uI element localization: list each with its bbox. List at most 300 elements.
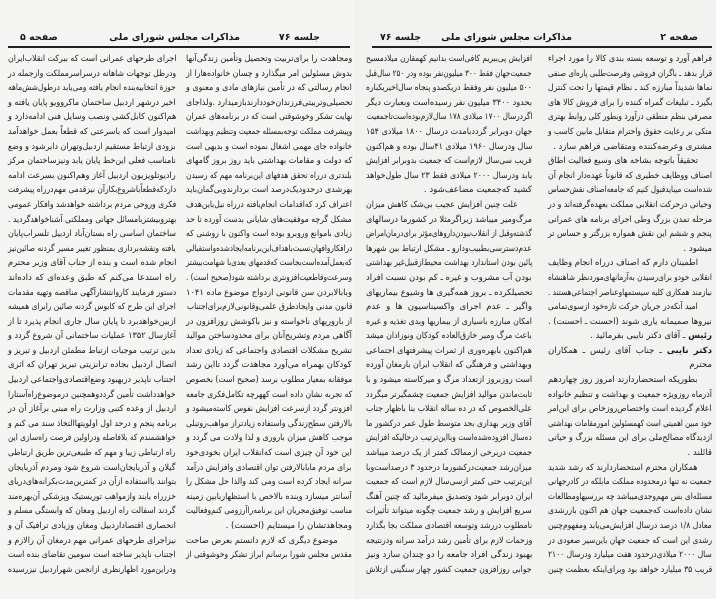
text-line <box>186 96 352 111</box>
line-text: امیدوار است که باسرعتی که قطعاً بعمل خواهدآمد <box>8 126 176 137</box>
text-line <box>548 329 712 344</box>
line-text: باعث مرگ ومیر خارق‌العاده کودکان ونوزادان میشد <box>366 331 532 342</box>
line-text: این‌ترتیب حتی کمتر ازسی‌سال لازم است که جمعیت <box>366 477 532 488</box>
text-line <box>366 169 532 184</box>
text-line <box>366 227 532 242</box>
paragraph <box>366 198 532 577</box>
line-text: افزایش پی‌ببریم کافی‌است بدانیم کهمقارن میلادمسیح <box>365 54 532 64</box>
text-line <box>548 388 712 403</box>
text-line <box>548 242 712 257</box>
line-text: ۵۰۰ میلیون نفر وفقط دریکصدو پنجاه سال‌اخیر‌یکباره <box>366 83 532 94</box>
line-text: خزرراه یابند وازمواهب توریستیک وپزشکی آن‌بهره‌مند <box>8 491 176 502</box>
line-text: این خود آن چیزی است که‌انقلاب ایران بخودی‌خود <box>186 448 352 459</box>
line-text: تحصیلکرده ـ بروز همه‌گیری ها وشیوع بیماریهای <box>365 287 532 298</box>
line-text: راه استدعا می‌کنم که طبق وعده‌ای که داده‌اند <box>8 272 176 283</box>
text-line <box>186 125 352 140</box>
line-text: که‌بعمل‌آمده‌است‌بجاست که‌قدمهای بعدی‌با شهامت‌بیشتر <box>186 258 352 269</box>
text-line <box>366 81 532 96</box>
text-line <box>186 286 352 301</box>
line-text: بزودی ارتباط مستقیم اردبیل‌وتهران دایرشود و وضع <box>8 141 176 152</box>
line-text: نماها شدیداً مبارزه کند ـ نظام قیمتها را تحت کنترل <box>547 83 712 94</box>
paragraph <box>8 52 176 227</box>
line-text: وزحمات لازم برای تأمین رشد درآمد سرانه ودرنتیجه <box>365 535 532 546</box>
line-text: وحیاتی درحرکت انقلابی مملکت بعهده‌گرفته‌اند و در <box>548 199 712 210</box>
line-text: عدم‌دسترسی‌بطبیب‌ودارو ـ مشکل ارتباط بین شهرها <box>366 243 532 254</box>
text-line <box>186 52 352 67</box>
line-text: کودکان بهمراه می‌آورد مجاهدت گردد تااین رشد <box>186 360 352 371</box>
line-text: تشریح مشکلات اقتصادی واجتماعی که زیادی تعداد <box>185 345 352 356</box>
page-header <box>372 32 712 48</box>
text-line <box>8 519 176 534</box>
line-text: داردکه‌قطعاً‌باشروع‌بکارآن نیزقدمی مهم‌درراه پیشرفت <box>7 185 176 196</box>
text-line <box>186 198 352 213</box>
text-line <box>186 417 352 432</box>
paragraph <box>186 534 352 563</box>
line-text: سرانه ایجاد کرده است ومی کند والذا حل مشکل را <box>186 477 352 488</box>
line-text: جمعیت نه تنها درمحدوده مملکت مابلکه در کادرجهانی <box>548 477 712 488</box>
text-line <box>186 300 352 315</box>
line-text: قائلند . <box>687 448 712 459</box>
line-text: موفقانه بمعیار مطلوب برسد (صحیح است) بخصوص <box>185 375 352 386</box>
text-line <box>186 256 352 271</box>
text-line <box>8 461 176 476</box>
text-line <box>186 169 352 184</box>
line-text: درافکاروافهان‌نسبت‌باهداف‌این‌برنامه‌ایجادشده‌واستقبالی <box>185 243 352 254</box>
text-line <box>8 213 176 228</box>
text-line <box>186 67 352 82</box>
text-line <box>366 110 532 125</box>
speaker-paragraph <box>548 329 712 344</box>
line-text: نامناسب فعلی این‌خط پایان یابد ونیزساختمان مرکز <box>8 156 176 167</box>
text-line <box>548 417 712 432</box>
line-text: اعتراف کرد که‌اقدامات انجام‌یافته درراه نیل‌باین‌هدف <box>186 199 352 210</box>
text-line <box>366 96 532 111</box>
text-line <box>548 563 712 578</box>
line-text: اردبیل از وعده کتبی وزارت راه مبنی برآغاز آن در <box>7 404 176 415</box>
text-line <box>8 315 176 330</box>
text-line <box>366 300 532 315</box>
text-line <box>8 169 176 184</box>
line-text: اطمینان دارم که اصناف درراه انجام وظایف <box>547 258 698 269</box>
text-line <box>366 183 532 198</box>
line-text: بهبود زندگی افراد جامعه را دو چندان سازد ونیز <box>365 550 532 561</box>
text-line <box>366 67 532 82</box>
line-text: جمعیت‌جهان فقط ۳۰۰ میلیون‌نفر بوده ودر ۲۵۰ سال‌قبل <box>366 68 532 79</box>
text-line <box>548 402 712 417</box>
line-text: انحصاری اقتصاداردبیل ومغان وزیادی ترافیک آن و <box>8 521 176 531</box>
line-text: قریب ۳۵ میلیارد خواهد بود وبرای‌اینکه بعظمت چنین <box>547 564 712 575</box>
text-line <box>366 140 532 155</box>
line-text: انجام شده است و بنده از جناب آقای وزیر محترم <box>7 258 176 269</box>
line-text: مشتری وعرضه‌کننده ومتقاضی فراهم سازد . <box>553 141 712 152</box>
right-page <box>358 0 716 599</box>
line-text: ازبین‌خواهدبرد تا پایان سال جاری انجام پذیرد تا از <box>8 316 176 327</box>
line-text: زیادی باموانع وروبرو بوده است واکنون با روشنی که <box>186 229 352 240</box>
text-line <box>8 329 176 344</box>
text-line <box>366 417 532 432</box>
speaker-paragraph <box>548 344 712 373</box>
line-text: ازدیدگاه مصالح‌ملی برای این مسئله بزرگ و حیاتی <box>547 433 712 444</box>
text-line <box>8 271 176 286</box>
text-line <box>186 475 352 490</box>
line-text: تحصیلی‌وتربیتی‌فرزندان‌خوددارند‌بازمیدارد .ولذاجای <box>185 97 352 108</box>
text-line <box>366 373 532 388</box>
text-line <box>548 67 712 82</box>
text-line <box>186 242 352 257</box>
line-text: گذشته‌وقبل از انقلاب‌نبودن‌داروهای‌مؤثر برای‌درمان‌امراض <box>366 229 532 240</box>
text-line <box>186 227 352 242</box>
journal-title: مذاکرات مجلس شورای ملی <box>109 32 240 43</box>
line-text: ده‌سال افزوده‌شده‌است وبااین‌ترتیب درحالیکه افزایش <box>366 433 532 444</box>
text-line <box>548 490 712 505</box>
line-text: مشکل گرچه موفقیت‌های شایانی بدست آورده تا حد <box>186 214 352 225</box>
text-line <box>548 198 712 213</box>
line-text: اجرای این طرح که کابوس گردنه صائین رابرای همیشه <box>8 302 176 313</box>
line-text: اتصال اردبیل بجاده ترانزیتی تبریز تهران که اثری <box>7 360 176 371</box>
line-text: آسانتر میسازد وبنده بالاخص با استظهاربابین زمینه <box>186 491 352 502</box>
line-text: موجب کاهش میزان باروری و لذا ولادت می گردد و <box>185 433 352 444</box>
line-text: سال ۲۰۰۰ میلادی‌درحدود هفت میلیارد ودرسال ۲۱۰۰ <box>548 550 712 561</box>
text-line <box>8 286 176 301</box>
line-text: علت چنین افزایش عجیب بی‌شک کاهش میزان <box>366 199 518 210</box>
line-text: وپیشرفت مملکت توجه‌بمسئله جمعیت وتنظیم وبهداشت <box>185 126 352 137</box>
line-text: ودرظل توجهات شاهانه درسراسرمملکت وازجمله در <box>7 68 176 79</box>
text-line <box>366 329 532 344</box>
text-column-right <box>186 52 352 563</box>
text-line <box>548 96 712 111</box>
text-line <box>8 402 176 417</box>
text-line <box>8 256 176 271</box>
text-line <box>366 519 532 534</box>
text-line <box>8 431 176 446</box>
text-line <box>8 52 176 67</box>
page-number: صفحه ۵ <box>20 32 58 43</box>
line-text: وبهداشتی و فرهنگی که انقلاب ایران بارمغان آورده <box>366 360 532 371</box>
text-line <box>548 461 712 476</box>
line-text: واگیر ـ عدم اجرای واکسیناسیون ها و عدم <box>366 302 532 313</box>
text-line <box>186 519 352 534</box>
line-text: میزان‌رشد جمعیت‌درکشورما درحدود ۳ درصداست‌وبا <box>366 462 532 473</box>
line-text: هم‌اکنون کابل‌کشی ونصب وسایل فنی ادامه‌دارد و <box>7 112 176 123</box>
line-text: اصناف ووظایف خطیری که قانوناً عهده‌دار انجام آن <box>547 170 712 181</box>
line-text: معادل ۱/۸ درصد درسال افزایش‌می‌یابد ومفهوم‌چنین <box>548 521 712 531</box>
text-line <box>548 358 712 373</box>
line-text: افزونتر گردد ازسرعت افزایش نفوس کاسته‌میشود و <box>185 404 352 415</box>
line-text: ـ آقای دکتر نایبی بفرمائید . <box>590 331 686 342</box>
line-text: شده‌است میبایدقبول کنیم که جامعه‌اصناف نقش‌حساس <box>547 185 712 196</box>
text-line <box>186 213 352 228</box>
line-text: رادیوتلویزیون اردبیل آغاز وهم‌اکنون بسرعت ادامه <box>8 170 176 181</box>
text-line <box>8 344 176 359</box>
text-line <box>8 96 176 111</box>
text-line <box>186 504 352 519</box>
journal-title: مذاکرات مجلس شورای ملی <box>441 32 572 43</box>
line-text: گردند اسفالت راه اردبیل ومغان که وابستگی مسلم و <box>8 506 176 517</box>
text-line <box>548 286 712 301</box>
text-line <box>186 548 352 563</box>
line-text: نیزاجرای طرحهای عمرانی مهم درمغان آن رالازم و <box>7 535 176 546</box>
text-line <box>8 140 176 155</box>
text-line <box>186 329 352 344</box>
text-line <box>186 271 352 286</box>
text-line <box>366 358 532 373</box>
text-line <box>8 242 176 257</box>
text-line <box>548 227 712 242</box>
page-number: صفحه ۲ <box>660 32 698 43</box>
line-text: نهایت تشکر وخوشوقتی است که در برنامه‌های عمران <box>185 112 352 123</box>
line-text: آغازسال ۱۳۵۲ عملیات ساختمانی آن شروع گردد و <box>8 331 176 342</box>
text-line <box>548 52 712 67</box>
text-line <box>366 475 532 490</box>
line-text: برنامه پنجم و درحد اول اولویتهاالتخاذ سند می کنم و <box>7 418 176 429</box>
text-line <box>548 213 712 228</box>
line-text: امکان مبارزه باسیاری از بیماریها وبدی تغذیه و غیره <box>366 316 532 327</box>
line-text: فراهم آورد و توسعه بسته بندی کالا را مورد اجراء <box>547 54 712 64</box>
line-text: بحدود ۳۴۰۰ میلیون نفر رسیده‌است وبعبارت دیگر <box>366 97 532 108</box>
paragraph <box>548 300 712 329</box>
text-line <box>186 315 352 330</box>
text-line <box>548 169 712 184</box>
text-line <box>366 490 532 505</box>
line-text: بلندتری درراه تحقق هدفهای این‌برنامه مهم که رسیدن <box>186 170 352 181</box>
text-line <box>366 256 532 271</box>
paragraph <box>548 461 712 578</box>
text-line <box>548 140 712 155</box>
text-line <box>548 300 712 315</box>
line-text: جوابی روزافزون جمعیت کشور چهار سنگینی ازتلاش <box>366 564 532 575</box>
line-text: یابد ودرسال ۲۰۰۰ میلادی فقط ۲۳ سال طول‌خواهد <box>365 170 532 181</box>
text-column-left <box>366 52 532 577</box>
line-text: آقای وزیر بهداری بحد متوسط طول عمر درکشور ما <box>366 418 532 429</box>
text-line <box>366 154 532 169</box>
line-text: اجتناب ناپذیر دربهبود وضع‌اقتصادی‌واجتماعی اردبیل <box>8 375 176 386</box>
paragraph <box>548 154 712 256</box>
text-line <box>8 373 176 388</box>
line-text: از بارورپهای ناخواسته و نیز باکوشش روزافزون در <box>185 316 352 327</box>
text-line <box>548 81 712 96</box>
text-line <box>366 315 532 330</box>
line-text: ایران دوبرابر شود وتصدیق میفرمائید که چنین آهنگ <box>365 491 532 502</box>
text-line <box>8 475 176 490</box>
text-line <box>366 548 532 563</box>
text-line <box>366 213 532 228</box>
line-text: اعلام گردیده است واختصاص‌روزخاص برای این‌امر <box>548 404 712 415</box>
text-line <box>366 431 532 446</box>
text-line <box>548 475 712 490</box>
line-text: انقلابی خودو برای‌رسیدن به‌آرمانهای‌موردنظر شاهنشاه <box>548 272 712 283</box>
text-line <box>186 534 352 549</box>
line-text: ومجاهدت را برای‌تربیت وتحصیل وتأمین زندگی‌آنها <box>185 54 352 64</box>
line-text: کشید که‌جمعیت مضاعف‌شود . <box>423 185 532 196</box>
line-text: همکاران محترم استحضاردارند که رشد شدید <box>548 462 698 473</box>
line-text: بتوانند بااستفاده ازآن در کمترین‌مدت‌بکرانه‌های‌دریای <box>7 477 176 488</box>
text-line <box>186 183 352 198</box>
line-text: بهتروبیشتر‌بامسائل جهانی ومملکتی آشناخواهدگردید . <box>7 214 176 225</box>
text-column-right <box>548 52 712 577</box>
line-text: بودن آب مشروب و غیره ـ کم بودن نسبت افراد <box>366 272 532 283</box>
line-text: اگردرسال ۱۷۰۰ میلادی ۱۷۸ سال‌لازم‌بوده‌است‌تاجمعیت <box>366 112 532 123</box>
text-line <box>366 504 532 519</box>
text-line <box>548 344 712 359</box>
paragraph <box>366 52 532 198</box>
line-text: اجرای طرحهای عمرانی است که ببرکت انقلاب‌ایران <box>7 54 176 64</box>
text-line <box>186 402 352 417</box>
line-text: بگیرد ـ تبلیغات گمراه کننده را برای فروش کالا های <box>547 97 712 108</box>
line-text: مناسب توفیق‌مجریان این برنامه‌راآرزومی کنم‌وفعالیت <box>185 506 352 517</box>
line-text: پائین بودن استاندارد بهداشت محیط‌ازقبیل‌غیر بهداشتی <box>365 258 532 269</box>
line-text: ـ جناب آقای رئیس ـ همکاران <box>548 345 662 356</box>
line-text: قرار بدهد ـ باگران فروشی وفرصت‌طلبی پاره‌ای صنفی <box>547 68 712 79</box>
text-line <box>8 358 176 373</box>
line-text: مصرفی بنظم منطقی درآورد وبطور کلی روابط بهتری <box>547 112 712 123</box>
text-column-left <box>8 52 176 577</box>
text-line <box>548 446 712 461</box>
session-number: جلسه ۷۶ <box>380 32 422 43</box>
text-line <box>8 300 176 315</box>
text-line <box>548 271 712 286</box>
text-line <box>186 344 352 359</box>
line-text: اخیر درشهر اردبیل ساختمان ماکروویو پایان یافته و <box>8 97 176 108</box>
line-text: بدین ترتیب موجبات ارتباط مطمئن اردبیل و تبریز و <box>8 345 176 356</box>
line-text: که دولت و مقامات بهداشتی باید روز بروز گامهای <box>185 156 352 167</box>
line-text: مقدس مجلس شورا برسانم ابراز تشکر وخوشوقتی از <box>186 550 352 561</box>
text-line <box>8 548 176 563</box>
line-text: خواهشمندم که بلافاصله ودراولین فرصت راه‌سازی این <box>8 433 176 444</box>
line-text: قریب سی‌سال لازم‌است که جمعیت بدوبرابر افزایش <box>366 156 532 167</box>
text-line <box>8 81 176 96</box>
line-text: امید آنکه‌در جریان حرکت تازه‌خود ازسوی‌تمامی <box>548 302 698 313</box>
text-line <box>186 373 352 388</box>
line-text: راه ارتباطی زیبا و مهم که طبیعی‌ترین طریق ارتباطی <box>8 448 176 459</box>
line-text: دستور فرمایند کاروانتشارآگهی مناقصه وتهیه مقدمات <box>7 287 176 298</box>
text-line <box>548 373 712 388</box>
text-line <box>8 388 176 403</box>
text-line <box>548 154 712 169</box>
line-text: مسئله‌ای بس مهم‌وجدی‌میباشد چه بررسیهاومطالعات <box>547 491 712 502</box>
line-text: بهرشدی درحدودیک‌درصد است بردارند‌وبی‌گمان‌باید <box>185 185 352 196</box>
text-line <box>186 81 352 96</box>
text-line <box>8 417 176 432</box>
text-line <box>8 154 176 169</box>
text-line <box>186 446 352 461</box>
text-line <box>8 504 176 519</box>
text-line <box>186 358 352 373</box>
line-text: ساختمان اساسی راه بستان‌آباد اردبیل تلسراب‌پایان <box>7 229 176 240</box>
text-line <box>366 286 532 301</box>
line-text: نشان داده‌است که‌جمعیت جهان هم اکنون باررشدی <box>547 506 712 517</box>
speaker-name: رئیس <box>688 331 712 342</box>
text-line <box>366 446 532 461</box>
line-text: گیلان و آذربایجان‌است شروع شود ومردم آذربایجان <box>8 462 176 473</box>
line-text: رشدی این است که جمعیت جهان باین‌سیر صعودی در <box>547 535 712 546</box>
text-line <box>366 388 532 403</box>
text-line <box>8 67 176 82</box>
text-line <box>548 431 712 446</box>
line-text: متکی بر رعایت حقوق واحترام متقابل مابین کاسب و <box>548 126 712 137</box>
line-text: ومجاهدتشان را میستایم (احسنت) . <box>225 521 352 531</box>
line-text: ودراین‌مورد اظهارنظری ازانجمن شهراردبیل نیزرسیده <box>7 564 176 575</box>
line-text: نامطلوب دررشد وتوسعه اقتصادی مملکت بجا بگذارد <box>365 521 532 531</box>
text-line <box>366 271 532 286</box>
line-text: وسرعت‌وقاطعیت‌افزونتری برداشته شود(صحیح است) . <box>186 272 352 283</box>
text-line <box>8 125 176 140</box>
line-text: برای مردم مابابالارفتن توان اقتصادی وافزایش درآمد <box>186 462 352 473</box>
text-line <box>8 198 176 213</box>
line-text: موضوع دیگری که لازم دانستم بعرض صاحت <box>186 535 338 546</box>
text-line <box>8 227 176 242</box>
text-line <box>548 256 712 271</box>
text-line <box>186 388 352 403</box>
line-text: است روزبروز ازتعداد مرگ و میرکاسته میشود و با <box>365 375 532 386</box>
text-line <box>548 548 712 563</box>
text-line <box>8 446 176 461</box>
line-text: که تجربه نشان داده است کههرچه تکامل‌فکری جامعه <box>185 389 352 400</box>
line-text: بطوریکه استحضاردارند امروز روز چهاردهم <box>548 375 698 386</box>
line-text: قانون مدنی وایجادطرق علمی‌وقانونی‌لازم‌برای‌اجتناب <box>186 302 352 313</box>
text-line <box>548 110 712 125</box>
line-text: خانواده جای مهمی اشغال نموده است و بدیهی است <box>185 141 352 152</box>
text-line <box>366 563 532 578</box>
text-line <box>366 198 532 213</box>
text-line <box>366 402 532 417</box>
line-text: هم‌اکنون بابهره‌وری از ثمرات پیشرفتهای اجتماعی <box>365 345 532 356</box>
text-line <box>548 519 712 534</box>
text-line <box>366 344 532 359</box>
text-line <box>8 563 176 578</box>
line-text: نیازمند همکاری کلیه سیستمها‌وعناصر اجتماعی‌هستند . <box>548 287 712 298</box>
line-text: بدوش مسئولین امر میگذارد و چسان خانواده‌هارا از <box>185 68 352 79</box>
text-line <box>366 242 532 257</box>
text-line <box>186 490 352 505</box>
line-text: سریع افزایش و رشد جمعیت چگونه میتواند تأثیرات <box>366 506 532 517</box>
line-text: پنجم و ششم این نقش همواره بزرگتر و حساس تر <box>548 229 712 240</box>
paragraph <box>548 52 712 154</box>
text-line <box>8 110 176 125</box>
paragraph <box>548 373 712 461</box>
line-text: فکری وروحی مردم برداشته خواهدشد وافکار عمومی <box>7 199 176 210</box>
line-text: علی‌الخصوص که در ده ساله انقلاب بنا باظهار جناب <box>365 404 532 415</box>
line-text: آذرماه روزویژه جمعیت و بهداشت و تنظیم خانواده <box>548 389 712 400</box>
text-line <box>366 52 532 67</box>
text-line <box>8 534 176 549</box>
line-text: انجام رسالتی که در تأمین نیازهای مادی و معنوی و <box>186 83 352 94</box>
text-line <box>548 183 712 198</box>
text-line <box>8 183 176 198</box>
line-text: اجتناب ناپذیر ساخته است سومین تقاضای بنده است <box>8 550 176 561</box>
paragraph <box>8 227 176 577</box>
text-line <box>186 154 352 169</box>
text-line <box>186 461 352 476</box>
text-line <box>186 140 352 155</box>
line-text: سال ودرسال ۱۹۶۰ میلادی ۴۱سال بوده و هم‌اکنون <box>365 141 532 152</box>
text-line <box>548 315 712 330</box>
text-line <box>366 461 532 476</box>
text-line <box>366 125 532 140</box>
text-line <box>548 504 712 519</box>
text-line <box>548 125 712 140</box>
line-text: مرحله تمدن بزرگ وطی اجرای برنامه های عمرانی <box>547 214 712 225</box>
text-line <box>366 534 532 549</box>
line-text: میشود . <box>683 243 712 254</box>
line-text: یافته ونقشه‌برداری بمنظور تغییر مسیر گردنه صائین‌نیز <box>8 243 176 254</box>
line-text: نیروها صمیمانه یاری شوند (احسنت ـ احسنت) . <box>548 316 712 327</box>
line-text: خود مبین اهمیتی است کهمسئولین امورمقامات بهداشتی <box>548 418 712 429</box>
speaker-name: دکتر نایبی <box>666 345 713 356</box>
text-line <box>186 431 352 446</box>
text-line <box>548 534 712 549</box>
page-header <box>8 32 350 48</box>
line-text: حوزة انتخابیه‌بنده انجام یافته ومی‌یابد درطول‌شش‌ماهه <box>8 83 176 94</box>
